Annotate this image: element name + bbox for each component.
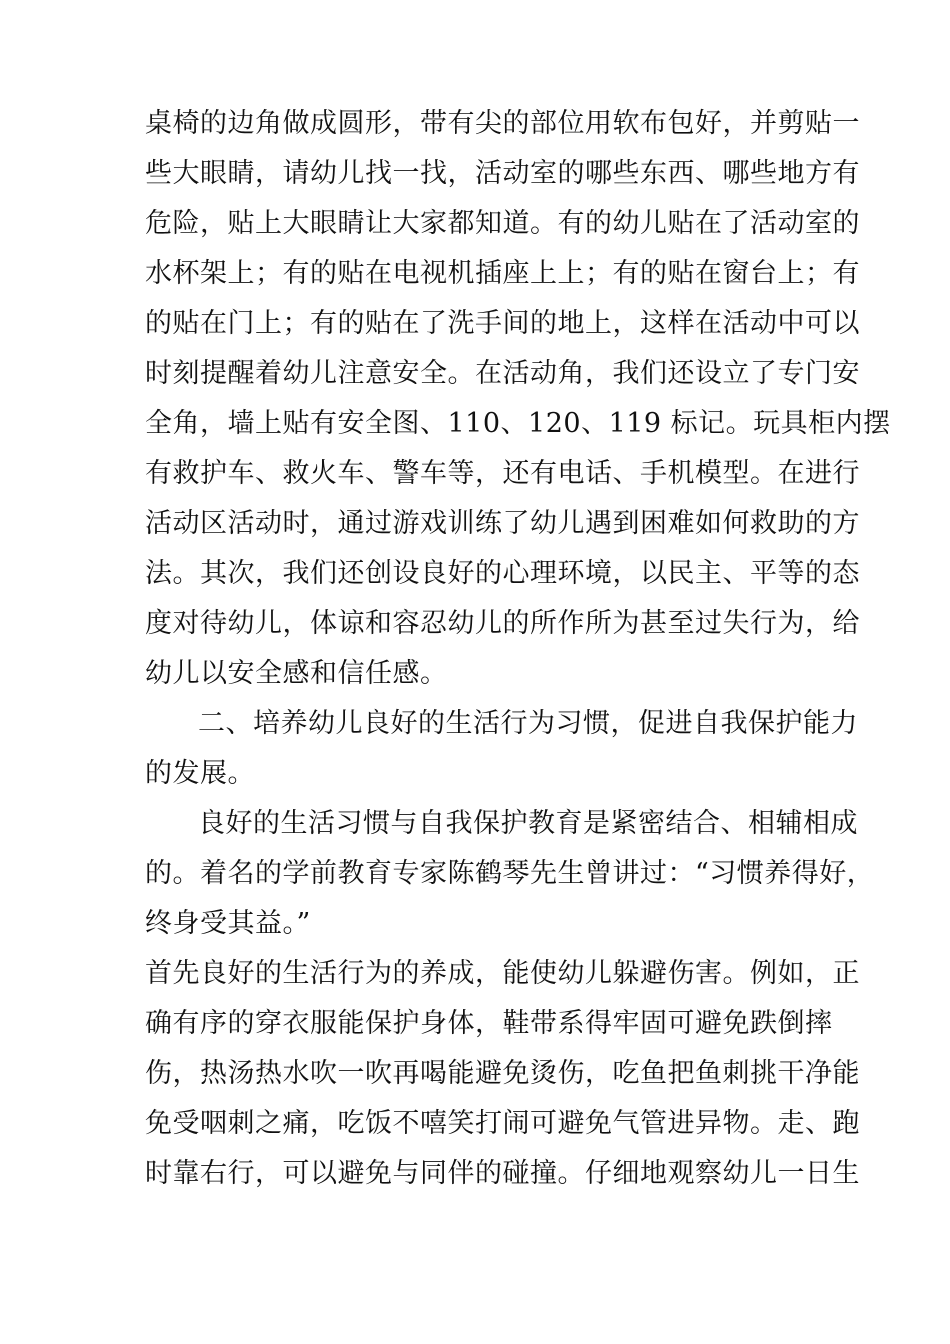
text-line-21: 免受咽刺之痛，吃饭不嘻笑打闹可避免气管进异物。走、跑 [145,1108,860,1139]
section-heading-2-cont: 的发展。 [145,758,255,789]
text-line-22: 时靠右行，可以避免与同伴的碰撞。仔细地观察幼儿一日生 [145,1158,860,1189]
text-line-15: 良好的生活习惯与自我保护教育是紧密结合、相辅相成 [198,808,858,839]
text-line-5: 的贴在门上；有的贴在了洗手间的地上，这样在活动中可以 [145,308,860,339]
text-line-9: 活动区活动时，通过游戏训练了幼儿遇到困难如何救助的方 [145,508,860,539]
text-line-6: 时刻提醒着幼儿注意安全。在活动角，我们还设立了专门安 [145,358,860,389]
text-line-17: 终身受其益。” [145,908,311,939]
text-line-10: 法。其次，我们还创设良好的心理环境，以民主、平等的态 [145,558,860,589]
text-line-16: 的。着名的学前教育专家陈鹤琴先生曾讲过：“习惯养得好， [145,858,875,889]
text-line-4: 水杯架上；有的贴在电视机插座上上；有的贴在窗台上；有 [145,258,860,289]
text-line-20: 伤，热汤热水吹一吹再喝能避免烫伤，吃鱼把鱼刺挑干净能 [145,1058,860,1089]
text-line-12: 幼儿以安全感和信任感。 [145,658,448,689]
text-line-7: 全角，墙上贴有安全图、110、120、119 标记。玩具柜内摆 [145,408,891,439]
text-line-18: 首先良好的生活行为的养成，能使幼儿躲避伤害。例如，正 [145,958,860,989]
text-line-8: 有救护车、救火车、警车等，还有电话、手机模型。在进行 [145,458,860,489]
text-line-1: 桌椅的边角做成圆形，带有尖的部位用软布包好，并剪贴一 [145,108,860,139]
text-line-2: 些大眼睛，请幼儿找一找，活动室的哪些东西、哪些地方有 [145,158,860,189]
section-heading-2: 二、培养幼儿良好的生活行为习惯，促进自我保护能力 [198,708,858,739]
text-line-3: 危险，贴上大眼睛让大家都知道。有的幼儿贴在了活动室的 [145,208,860,239]
text-line-11: 度对待幼儿，体谅和容忍幼儿的所作所为甚至过失行为，给 [145,608,860,639]
text-line-19: 确有序的穿衣服能保护身体，鞋带系得牢固可避免跌倒摔 [145,1008,833,1039]
